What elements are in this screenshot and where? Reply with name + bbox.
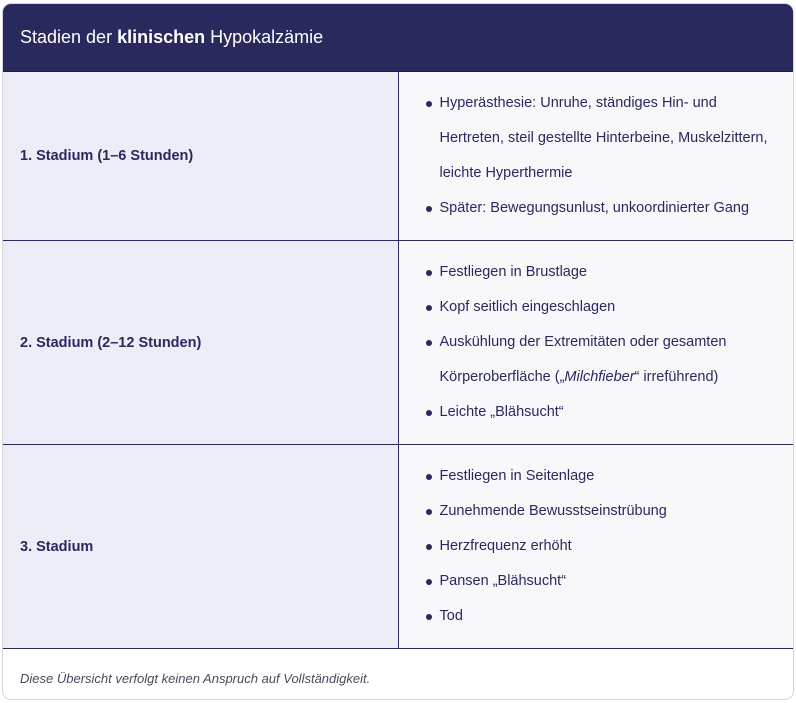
footer-note: Diese Übersicht verfolgt keinen Anspruch auf Vollständigkeit.: [20, 670, 371, 686]
table-header: [3, 4, 793, 72]
header-title-part1: Stadien der: [20, 27, 118, 47]
header-title: [20, 27, 323, 48]
symptom-list: [399, 86, 774, 226]
table-row: [3, 241, 793, 445]
list-item: Hyperästhesie: Unruhe, ständiges Hin- und Hertreten, steil gestellte Hinterbeine, Muskelzittern, leichte Hyperthermie: [440, 86, 774, 191]
list-item: Tod: [440, 599, 774, 634]
list-item-tail: “ irreführend): [634, 369, 719, 385]
table-footer: [3, 649, 793, 700]
hypocalcemia-stages-card: [2, 3, 794, 700]
symptoms-cell: [398, 72, 793, 241]
symptoms-cell: [398, 241, 793, 445]
header-title-part2: Hypokalzämie: [205, 27, 324, 47]
list-item: Später: Bewegungsunlust, unkoordinierter Gang: [440, 191, 774, 226]
list-item: Herzfrequenz erhöht: [440, 529, 774, 564]
list-item: Leichte „Blähsucht“: [440, 395, 774, 430]
list-item: Festliegen in Seitenlage: [440, 459, 774, 494]
stages-table: [3, 72, 793, 649]
stage-cell: 2. Stadium (2–12 Stunden): [3, 241, 398, 445]
list-item-emphasis: Milchfieber: [564, 369, 635, 385]
table-row: [3, 445, 793, 649]
stage-cell: 1. Stadium (1–6 Stunden): [3, 72, 398, 241]
symptom-list: [399, 459, 774, 634]
symptoms-cell: [398, 445, 793, 649]
list-item: [440, 325, 774, 395]
list-item: Festliegen in Brustlage: [440, 255, 774, 290]
list-item: Pansen „Blähsucht“: [440, 564, 774, 599]
symptom-list: [399, 255, 774, 430]
list-item: Zunehmende Bewusstseinstrübung: [440, 494, 774, 529]
stage-cell: 3. Stadium: [3, 445, 398, 649]
list-item: Kopf seitlich eingeschlagen: [440, 290, 774, 325]
list-item-text: Auskühlung der Extremitäten oder gesamten Körperoberfläche („: [439, 334, 727, 385]
table-row: [3, 72, 793, 241]
header-title-bold: klinischen: [117, 27, 206, 47]
